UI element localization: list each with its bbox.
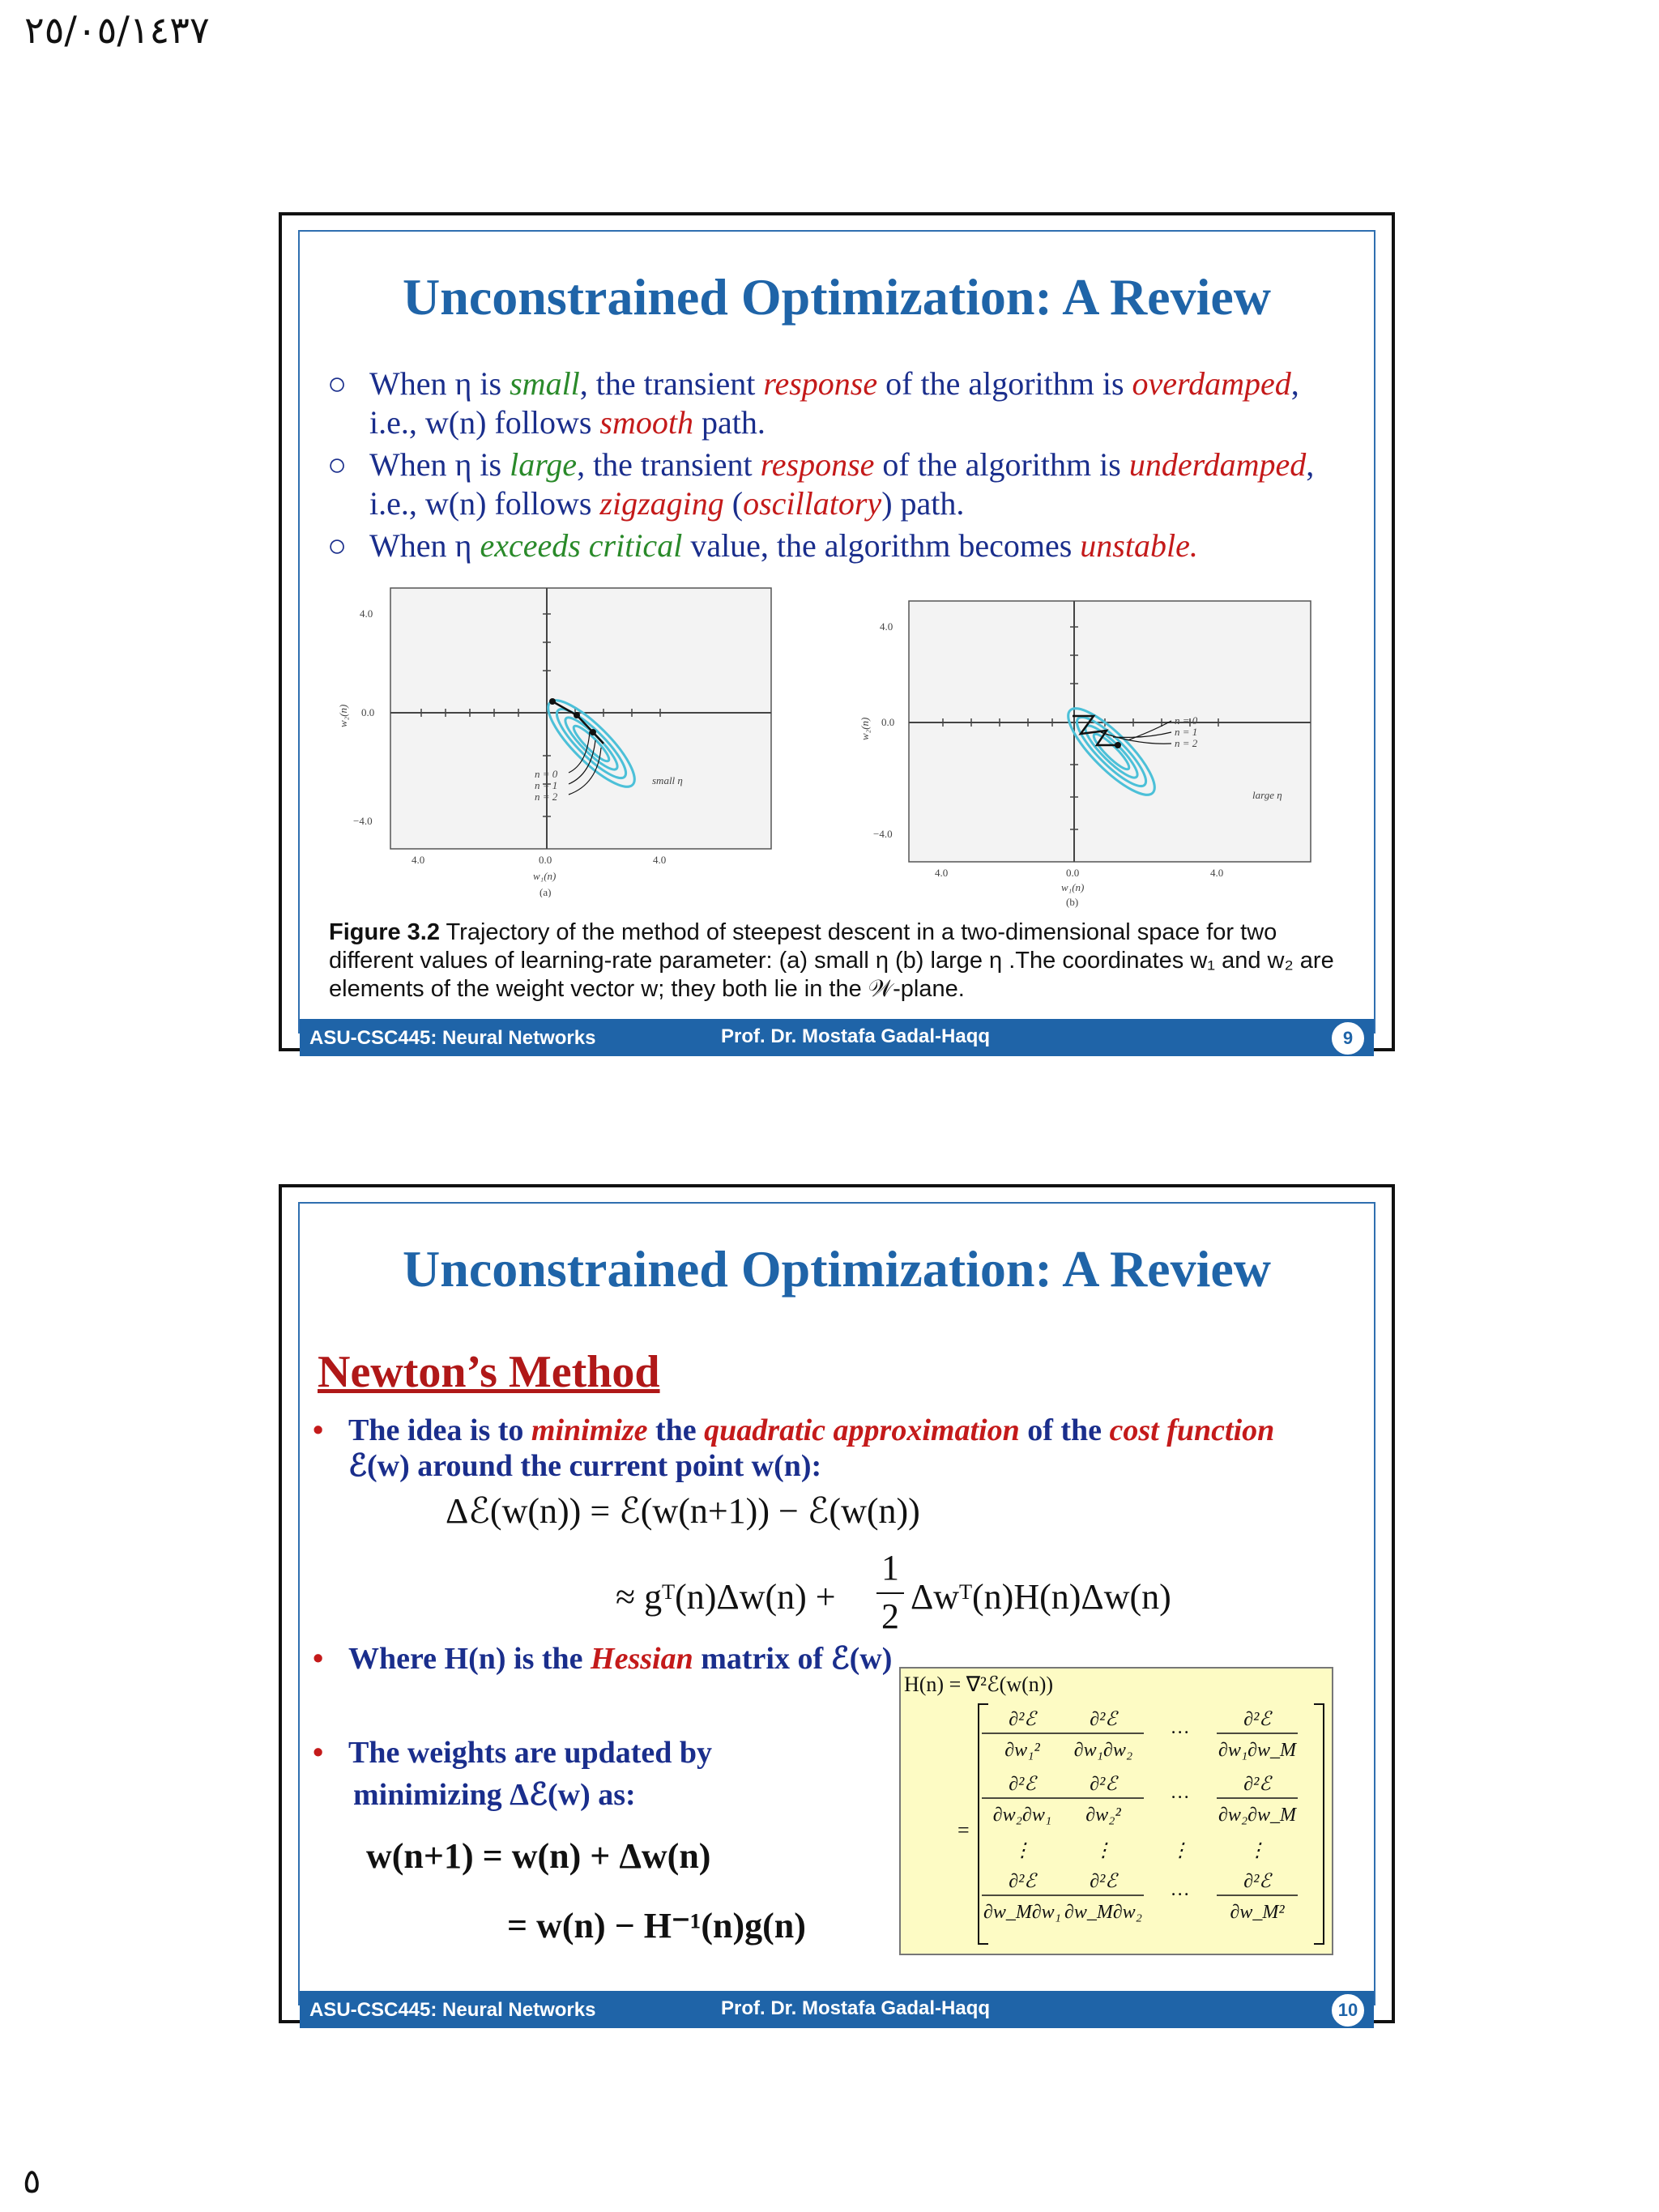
- equation-newton-step: = w(n) − H⁻¹(n)g(n): [507, 1906, 806, 1946]
- text-segment: minimize: [531, 1413, 648, 1447]
- slide-10-footer: [300, 1991, 1374, 2028]
- text-segment: unstable.: [1080, 527, 1198, 564]
- tick-label: 4.0: [653, 854, 667, 866]
- text-segment: quadratic approximation: [704, 1413, 1020, 1447]
- bullet-text: [348, 1413, 1320, 1484]
- text-segment: zigzaging: [599, 485, 724, 522]
- hessian-numerator: ∂²ℰ: [1243, 1871, 1271, 1892]
- hessian-numerator: ∂²ℰ: [1243, 1774, 1271, 1795]
- bullet-marker: ○: [327, 365, 348, 402]
- hessian-denominator: ∂w₂²: [1085, 1805, 1121, 1826]
- slide-10: [279, 1184, 1395, 2023]
- eq2-fraction-numerator: 1: [881, 1548, 899, 1588]
- slide-9-footer: [300, 1019, 1374, 1056]
- bullet-marker: •: [313, 1642, 324, 1676]
- hessian-numerator: ∂²ℰ: [1243, 1709, 1271, 1730]
- author-name: Prof. Dr. Mostafa Gadal-Haqq: [721, 1025, 991, 1047]
- n-label: n = 0: [1175, 714, 1198, 727]
- hessian-vdots: ⋮: [1247, 1840, 1267, 1861]
- text-segment: of the: [1019, 1413, 1110, 1447]
- text-segment: When η: [369, 527, 480, 564]
- bullet-marker: •: [313, 1736, 324, 1770]
- hessian-matrix-box: [899, 1667, 1333, 1955]
- text-segment: ℰ(w) around the current point w(n):: [348, 1449, 822, 1483]
- course-name: ASU-CSC445: Neural Networks: [309, 1999, 596, 2021]
- n-label: n = 0: [535, 768, 558, 780]
- text-segment: path.: [693, 404, 766, 441]
- hessian-matrix: [901, 1669, 1332, 1954]
- hessian-denominator: ∂w_M²: [1230, 1902, 1285, 1923]
- text-segment: of the algorithm is: [877, 365, 1132, 402]
- hessian-denominator: ∂w₁∂w_M: [1218, 1740, 1297, 1761]
- tick-label: 4.0: [360, 607, 373, 620]
- text-segment: The idea is to: [348, 1413, 531, 1447]
- sublabel: (b): [1066, 896, 1079, 908]
- text-segment: , i.e., w(n) follows: [369, 365, 1299, 441]
- tick-label: 0.0: [539, 854, 552, 866]
- equation-delta-cost: Δℰ(w(n)) = ℰ(w(n+1)) − ℰ(w(n)): [446, 1491, 920, 1531]
- slide-number: 10: [1330, 1993, 1366, 2028]
- bullet-text: [369, 364, 1341, 442]
- tick-label: 0.0: [1066, 867, 1080, 879]
- text-segment: ) path.: [881, 485, 965, 522]
- tick-label: 0.0: [361, 706, 375, 718]
- tick-label: 4.0: [1210, 867, 1224, 879]
- slide-10-frame: [298, 1202, 1375, 2021]
- text-segment: (: [723, 485, 744, 522]
- bullet-marker: ○: [327, 527, 348, 564]
- n-label: n = 2: [535, 791, 558, 803]
- author-name: Prof. Dr. Mostafa Gadal-Haqq: [721, 1997, 991, 2019]
- hessian-denominator: ∂w_M∂w₁: [983, 1902, 1062, 1923]
- slide-10-title: Unconstrained Optimization: A Review: [403, 1240, 1271, 1298]
- hessian-vdots: ⋮: [1013, 1840, 1032, 1861]
- caption-text: Trajectory of the method of steepest descent in a two-dimensional space for two different values of learning-rate parameter: (a) small η (b) large η .The coordinates w₁ and w₂ are elements of the weight vector w; they both lie in the 𝒲-plane.: [329, 919, 1334, 1002]
- text-segment: response: [763, 365, 878, 402]
- hessian-equals: =: [957, 1818, 970, 1842]
- n-label: n = 2: [1175, 737, 1198, 749]
- axis-label-y: w₂(n): [859, 717, 871, 740]
- hessian-numerator: ∂²ℰ: [1009, 1709, 1036, 1730]
- tick-label: 0.0: [881, 716, 895, 728]
- n-label: n = 1: [535, 779, 558, 791]
- tick-label: 4.0: [412, 854, 425, 866]
- axis-label-x: w₁(n): [533, 870, 557, 882]
- figure-3-2b: [854, 595, 1332, 918]
- hessian-denominator: ∂w₂∂w_M: [1218, 1805, 1297, 1826]
- text-segment: When η is: [369, 446, 510, 483]
- eq2-fraction-bar: [876, 1592, 904, 1594]
- hessian-numerator: ∂²ℰ: [1090, 1774, 1117, 1795]
- hessian-vdots: ⋮: [1094, 1840, 1113, 1861]
- hessian-vdots: ⋮: [1171, 1840, 1190, 1861]
- text-segment: underdamped: [1128, 446, 1307, 483]
- bullet-text: [369, 526, 1341, 565]
- hessian-hdots: …: [1171, 1782, 1189, 1803]
- hessian-denominator: ∂w₁∂w₂: [1073, 1740, 1133, 1761]
- text-segment: smooth: [599, 404, 693, 441]
- bullet-text-line-2: minimizing Δℰ(w) as:: [353, 1778, 636, 1812]
- text-segment: overdamped: [1132, 365, 1291, 402]
- eq2-left: ≈ gᵀ(n)Δw(n) +: [616, 1577, 836, 1617]
- annotation-small-eta: small η: [652, 774, 683, 786]
- hessian-denominator: ∂w_M∂w₂: [1064, 1902, 1143, 1923]
- equation-weight-update: w(n+1) = w(n) + Δw(n): [366, 1836, 711, 1876]
- sublabel: (a): [539, 886, 552, 897]
- text-segment: large: [510, 446, 578, 483]
- hessian-numerator: ∂²ℰ: [1090, 1709, 1117, 1730]
- eq2-fraction-denominator: 2: [881, 1596, 899, 1636]
- text-segment: When η is: [369, 365, 510, 402]
- bullet-text: [369, 445, 1341, 523]
- hessian-numerator: ∂²ℰ: [1009, 1871, 1036, 1892]
- page-number: ٥: [23, 2161, 41, 2201]
- text-segment: value, the algorithm becomes: [682, 527, 1081, 564]
- axis-label-y: w₂(n): [337, 704, 349, 727]
- caption-label: Figure 3.2: [329, 919, 440, 945]
- section-heading: Newton’s Method: [318, 1347, 660, 1397]
- text-segment: oscillatory: [743, 485, 882, 522]
- axis-label-x: w₁(n): [1061, 881, 1085, 893]
- hessian-hdots: …: [1171, 1717, 1189, 1738]
- tick-label: 4.0: [935, 867, 949, 879]
- bullet-marker: •: [313, 1413, 324, 1447]
- n-label: n = 1: [1175, 726, 1198, 738]
- text-segment: exceeds critical: [480, 527, 683, 564]
- text-segment: cost function: [1109, 1413, 1275, 1447]
- hessian-denominator: ∂w₁²: [1004, 1740, 1040, 1761]
- text-segment: , the transient: [577, 446, 761, 483]
- eq2-right: Δwᵀ(n)H(n)Δw(n): [911, 1577, 1171, 1617]
- course-name: ASU-CSC445: Neural Networks: [309, 1027, 596, 1049]
- hessian-header: H(n) = ∇²ℰ(w(n)): [904, 1673, 1054, 1696]
- annotation-large-eta: large η: [1252, 789, 1282, 801]
- slide-9-title: Unconstrained Optimization: A Review: [403, 268, 1271, 326]
- text-segment: Where H(n) is the: [348, 1642, 591, 1676]
- text-segment: of the algorithm is: [874, 446, 1129, 483]
- figure-3-2a: [332, 582, 786, 897]
- tick-label: 4.0: [880, 620, 893, 633]
- slide-number: 9: [1330, 1021, 1366, 1056]
- text-segment: the: [647, 1413, 705, 1447]
- hessian-numerator: ∂²ℰ: [1090, 1871, 1117, 1892]
- text-segment: response: [760, 446, 875, 483]
- text-segment: matrix of ℰ(w): [693, 1642, 893, 1676]
- hessian-numerator: ∂²ℰ: [1009, 1774, 1036, 1795]
- text-segment: , i.e., w(n) follows: [369, 446, 1315, 522]
- page-date: ٢٥/٠٥/١٤٣٧: [24, 8, 210, 52]
- figure-caption: [329, 918, 1350, 1004]
- bullet-text-line-1: The weights are updated by: [348, 1736, 713, 1770]
- bullet-marker: ○: [327, 446, 348, 483]
- hessian-hdots: …: [1171, 1879, 1189, 1900]
- text-segment: Hessian: [591, 1642, 693, 1676]
- hessian-denominator: ∂w₂∂w₁: [992, 1805, 1052, 1826]
- text-segment: , the transient: [579, 365, 764, 402]
- tick-label: −4.0: [353, 815, 373, 827]
- tick-label: −4.0: [873, 828, 893, 840]
- text-segment: small: [510, 365, 580, 402]
- slide-9: [279, 212, 1395, 1051]
- slide-9-frame: [298, 230, 1375, 1049]
